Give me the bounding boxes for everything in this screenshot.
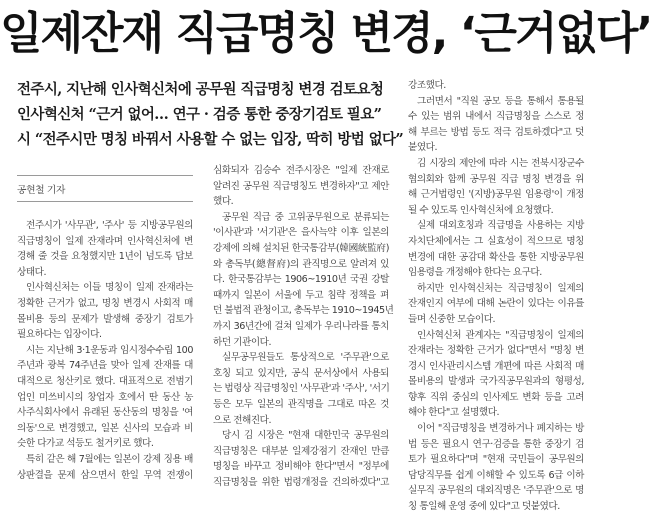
subheadline-2: 인사혁신처 “근거 없어… 연구 · 검증 통한 중장기검토 필요”	[17, 106, 382, 123]
article-column-left	[17, 218, 193, 483]
article-line: 실제 대외호칭과 직급명을 사용하는 지방	[417, 220, 584, 232]
article-line: 경시 인사관리시스템 개편에 따른 사회적 매	[408, 360, 584, 372]
article-line: 몰비용 등의 문제가 발생해 중장기 검토가	[17, 313, 193, 325]
article-line: 던 불법적 관청이고, 총독부는 1910~1945년	[213, 305, 394, 317]
article-line: 김 시장의 제안에 따라 시는 전북시장군수	[417, 157, 584, 169]
article-line: 이어 "직급명칭을 변경하거나 폐지하는 방	[417, 423, 584, 435]
article-line: 상태다.	[17, 266, 47, 278]
subheadline-3: 시 “전주시만 명칭 바꿔서 사용할 수 없는 입장, 딱히 방법 없다”	[17, 131, 404, 148]
article-line: 해 부르는 방법 등도 적극 검토하겠다"고 덧	[408, 126, 584, 138]
article-line: 칭 통일해 운영 중에 있다"고 덧붙였다.	[408, 501, 560, 513]
article-column-right	[408, 78, 584, 515]
article-line: 변경에 대한 공감대 확산을 통한 지방공무원	[408, 251, 584, 263]
article-line: 업인 미쓰비시의 창업자 호에서 딴 동산 농	[17, 391, 193, 403]
article-line: 해 근거법령인 '(지방)공무원 임용령'이 개정	[408, 189, 584, 201]
article-line: 법 등은 필요시 연구·검증을 통한 중장기 검	[408, 438, 584, 450]
subheadlines	[17, 77, 404, 152]
article-line: 협의회와 함께 공무원 직급 명칭 변경을 위	[408, 173, 584, 185]
article-line: 하던 기관이다.	[213, 336, 272, 348]
article-line: 인사혁신처는 이들 명칭이 일제 잔재라는	[26, 282, 193, 294]
article-line: 직급명칭을 위한 법령개정을 건의하겠다"고	[213, 476, 389, 488]
article-line: 호칭 되고 있지만, 공식 문서상에서 사용되	[213, 367, 389, 379]
article-line: 잔재인지 여부에 대해 논란이 있다는 이유를	[408, 298, 584, 310]
article-line: 경해 줄 것을 요청했지만 1년이 넘도록 답보	[17, 251, 193, 263]
article-line: 잔재라는 정확한 근거가 없다"면서 "명칭 변	[408, 345, 584, 357]
article-line: 강제에 의해 설치된 한국통감부(韓國統監府)	[213, 242, 389, 254]
article-column-middle	[213, 163, 394, 490]
article-line: 그러면서 "직원 공모 등을 통해서 통용될	[417, 95, 584, 107]
article-line: 의동'으로 변경했고, 일본 신사의 모습과 비	[17, 422, 193, 434]
article-line: 하지만 인사혁신처는 직급명칭이 일제의	[417, 282, 584, 294]
article-line: 임용령을 개정해야 한다는 요구다.	[408, 267, 542, 279]
article-line: 정확한 근거가 없고, 명칭 변경시 사회적 매	[17, 297, 193, 309]
article-line: 수 있는 범위 내에서 직급명칭을 스스로 정	[408, 111, 584, 123]
article-line: 명칭을 바꾸고 정비해야 한다"면서 "정부에	[213, 461, 389, 473]
article-line: 했다.	[213, 196, 234, 208]
article-line: 슷한 다가교 석등도 철거키로 했다.	[17, 438, 154, 450]
article-line: 향후 직위 중심의 인사제도 변화 등을 고려	[408, 391, 584, 403]
headline: 일제잔재 직급명칭 변경, ‘근거없다’	[0, 8, 651, 59]
article-line: 직급명칭이 일제 잔재라며 인사혁신처에 변	[17, 235, 193, 247]
article-line: 붙였다.	[408, 142, 438, 154]
article-line: 와 총독부(總督府)의 관직명으로 알려져 있	[213, 258, 389, 270]
article-line: 들며 신중한 모습이다.	[408, 313, 496, 325]
byline: 공현철 기자	[17, 185, 66, 196]
article-line: 될 수 있도록 인사혁신처에 요청했다.	[408, 204, 554, 216]
article-line: 는 법령상 직급명칭인 '사무관'과 '주사', '서기	[213, 383, 390, 395]
byline-box	[17, 175, 193, 202]
article-line: 자치단체에서는 그 실효성이 적으므로 명칭	[408, 235, 584, 247]
article-line: 알려진 공무원 직급명칭도 변경하자"고 제안	[213, 180, 389, 192]
article-line: 까지 36년간에 걸쳐 일제가 우리나라를 통치	[213, 320, 389, 332]
article-line: 때까지 일본이 서울에 두고 침략 정책을 펴	[213, 289, 389, 301]
article-line: 직급명칭은 대부분 일제강점기 잔재인 만큼	[213, 445, 389, 457]
article-line: 공무원 직급 중 고위공무원으로 분류되는	[222, 211, 389, 223]
article-line: 몰비용의 발생과 국가직공무원과의 형평성,	[408, 376, 584, 388]
article-line: 사주식회사에서 유래된 동산동의 명칭을 '여	[17, 407, 193, 419]
article-line: 실무직 공무원의 대외직명은 '주무관'으로 명	[408, 485, 584, 497]
article-line: 으로 전해진다.	[213, 414, 272, 426]
article-line: 등은 모두 일본의 관직명을 그대로 따온 것	[213, 398, 389, 410]
article-line: 특히 같은 해 7월에는 일본이 강제 징용 배	[26, 453, 193, 465]
article-line: 필요하다는 입장이다.	[17, 329, 102, 341]
article-line: 실무공무원들도 통상적으로 '주무관'으로	[222, 352, 389, 364]
article-line: 주년과 광복 74주년을 맞아 일제 잔재를 대	[17, 360, 193, 372]
article-line: 담당직무를 쉽게 이해할 수 있도록 6급 이하	[408, 469, 584, 481]
article-line: 강조했다.	[408, 80, 446, 91]
article-line: 해야 한다"고 설명했다.	[408, 407, 500, 419]
article-line: '이사관'과 '서기관'은 을사늑약 이후 일본의	[213, 227, 389, 239]
article-line: 토가 필요하다"며 "현재 국민들이 공무원의	[408, 454, 584, 466]
article-line: 시는 지난해 3·1운동과 임시정수수립 100	[26, 344, 193, 356]
article-line: 심화되자 김승수 전주시장은 "일제 잔재로	[213, 165, 389, 176]
article-line: 인사혁신처 관계자는 "직급명칭이 일제의	[417, 329, 584, 341]
subheadline-1: 전주시, 지난해 인사혁신처에 공무원 직급명칭 변경 검토요청	[17, 81, 384, 98]
article-line: 다. 한국통감부는 1906~1910년 국권 강탈	[213, 274, 389, 286]
article-line: 전주시가 '사무관', '주사' 등 지방공무원의	[26, 220, 193, 231]
article-line: 대적으로 청산키로 했다. 대표적으로 전범기	[17, 375, 193, 387]
article-line: 상판결을 문제 삼으면서 한일 무역 전쟁이	[17, 469, 193, 481]
article-line: 당시 김 시장은 "현재 대한민국 공무원의	[222, 430, 389, 442]
